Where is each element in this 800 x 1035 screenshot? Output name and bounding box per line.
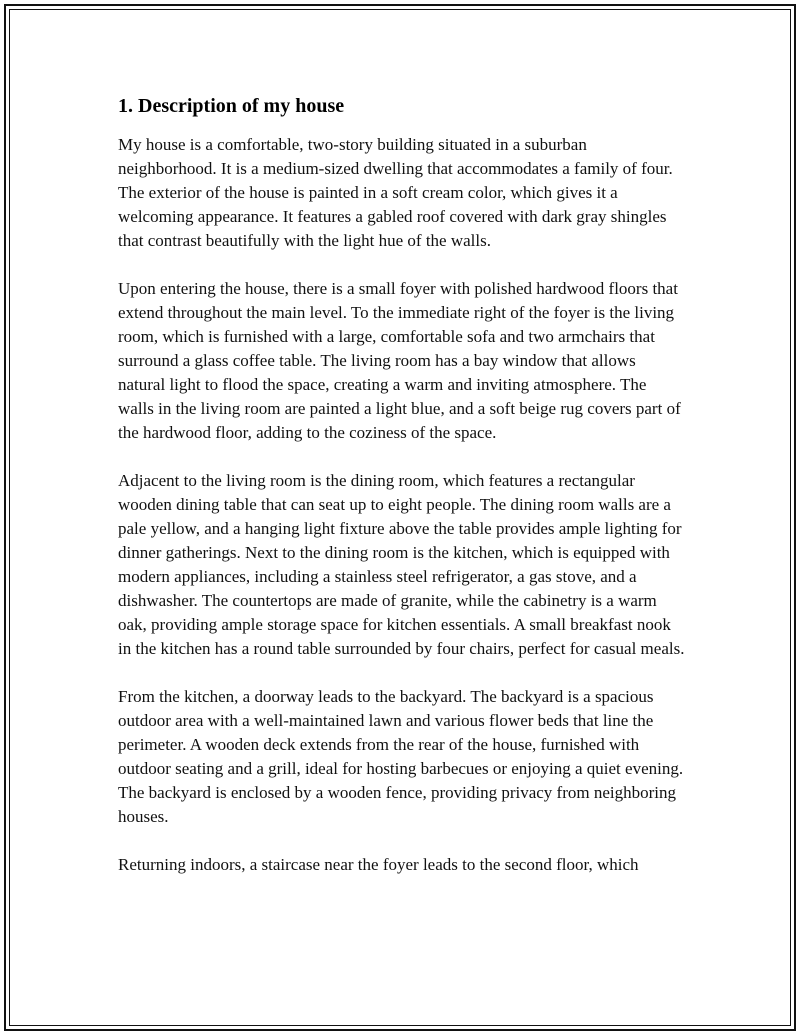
paragraph-second-floor: Returning indoors, a staircase near the foyer leads to the second floor, which [118, 855, 639, 874]
paragraph-exterior: My house is a comfortable, two-story building situated in a suburban neighborhood. It is a medium-sized dwelling that accommodates a family of four. The exterior of the house is painted in a soft cream color, which gives it a welcoming appearance. It features a gabled roof covered with dark gray shingles that contrast beautifully with the light hue of the walls. [118, 135, 673, 250]
paragraph-living-room: Upon entering the house, there is a small foyer with polished hardwood floors that extend throughout the main level. To the immediate right of the foyer is the living room, which is furnished with a large, comfortable sofa and two armchairs that surround a glass coffee table. The living room has a bay window that allows natural light to flood the space, creating a warm and inviting atmosphere. The walls in the living room are painted a light blue, and a soft beige rug covers part of the hardwood floor, adding to the coziness of the space. [118, 279, 681, 442]
document-body [118, 93, 686, 901]
paragraph-backyard: From the kitchen, a doorway leads to the backyard. The backyard is a spacious outdoor area with a well-maintained lawn and various flower beds that line the perimeter. A wooden deck extends from the rear of the house, furnished with outdoor seating and a grill, ideal for hosting barbecues or enjoying a quiet evening. The backyard is enclosed by a wooden fence, providing privacy from neighboring houses. [118, 687, 684, 826]
section-heading: 1. Description of my house [118, 95, 345, 117]
paragraph-dining-kitchen: Adjacent to the living room is the dining room, which features a rectangular wooden dining table that can seat up to eight people. The dining room walls are a pale yellow, and a hanging light fixture above the table provides ample lighting for dinner gatherings. Next to the dining room is the kitchen, which is equipped with modern appliances, including a stainless steel refrigerator, a gas stove, and a dishwasher. The countertops are made of granite, while the cabinetry is a warm oak, providing ample storage space for kitchen essentials. A small breakfast nook in the kitchen has a round table surrounded by four chairs, perfect for casual meals. [118, 471, 685, 658]
